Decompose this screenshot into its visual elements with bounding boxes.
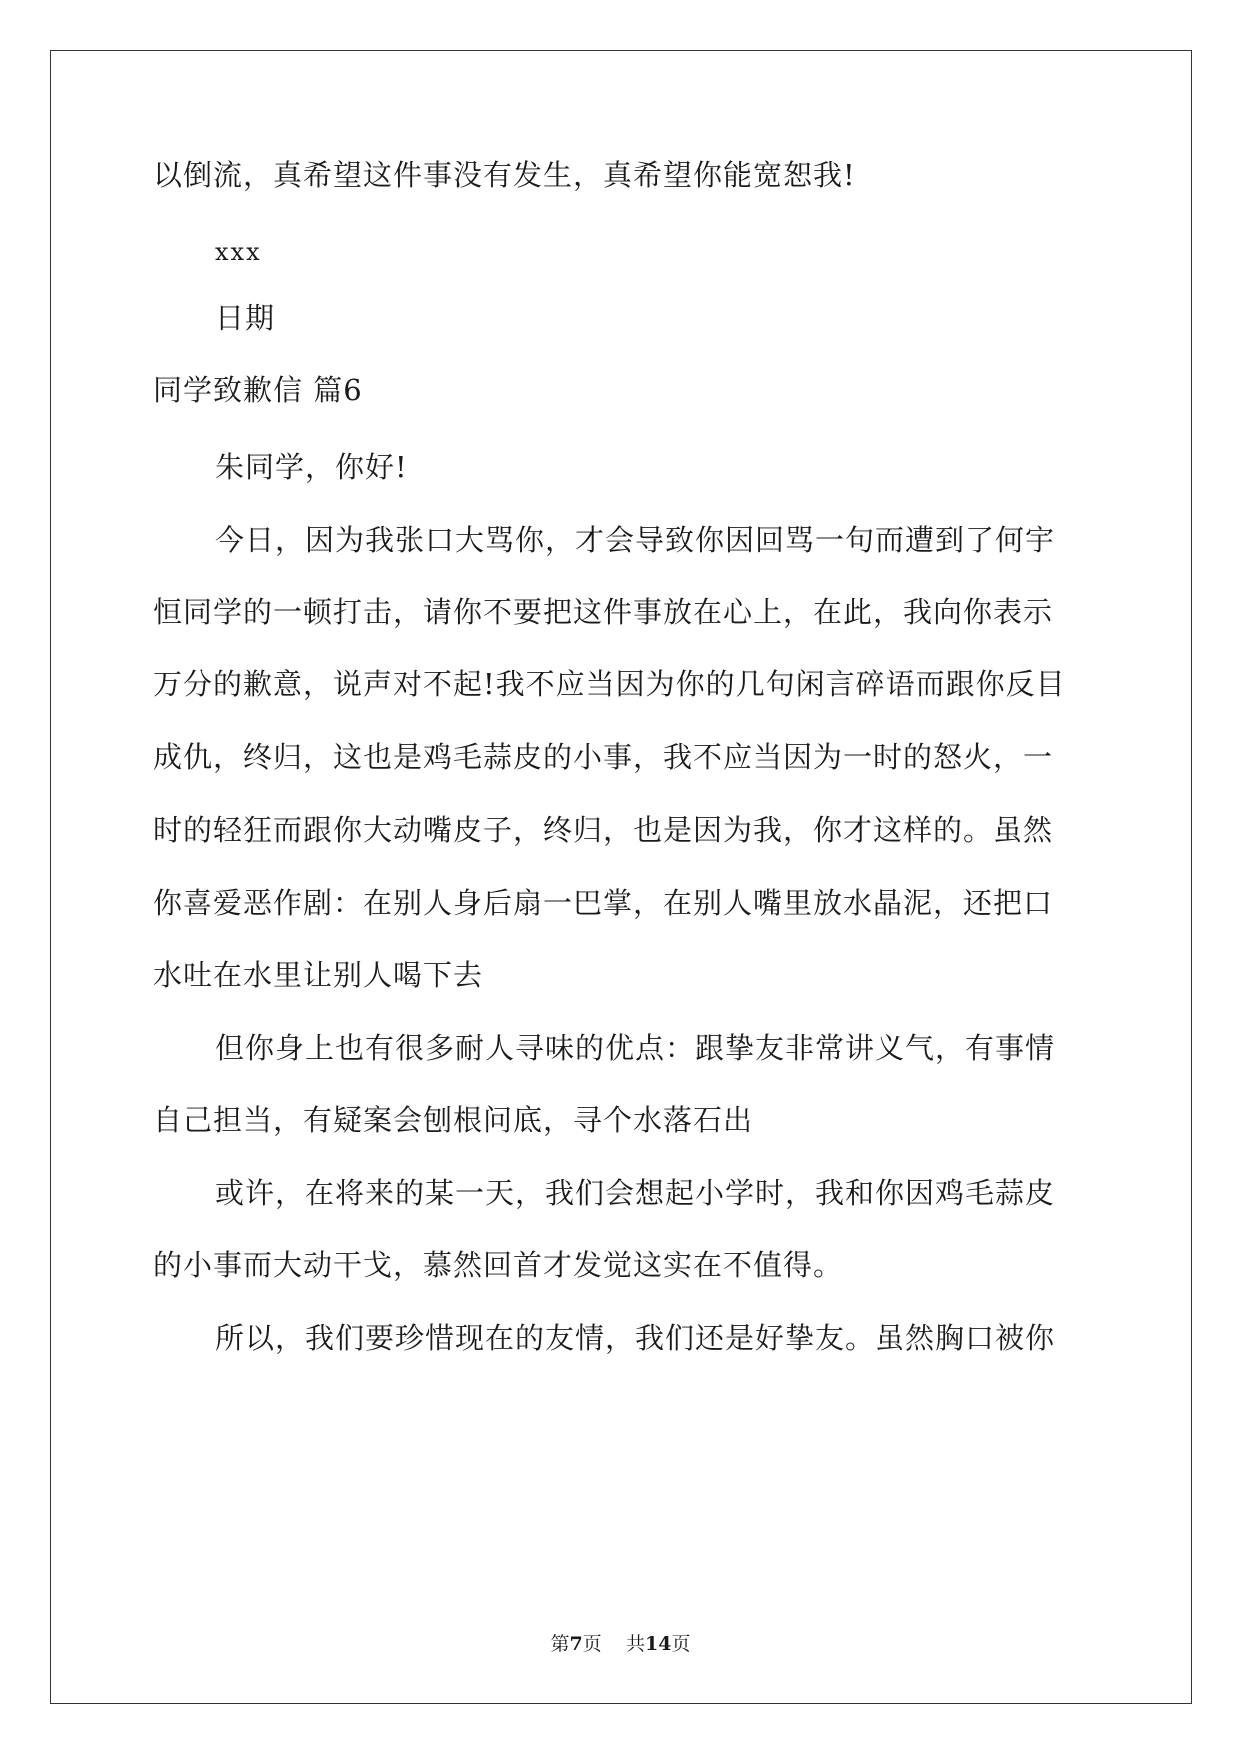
footer-total-prefix: 共 [625, 1633, 645, 1655]
text-line: 或许，在将来的某一天，我们会想起小学时，我和你因鸡毛蒜皮 [215, 1176, 1056, 1210]
signature-name: xxx [215, 238, 262, 266]
text-line: 恒同学的一顿打击，请你不要把这件事放在心上，在此，我向你表示 [153, 595, 1054, 629]
current-page-number: 7 [569, 1633, 583, 1655]
text-line: 时的轻狂而跟你大动嘴皮子，终归，也是因为我，你才这样的。虽然 [153, 813, 1054, 847]
text-line: 所以，我们要珍惜现在的友情，我们还是好挚友。虽然胸口被你 [215, 1321, 1056, 1355]
footer-page-suffix: 页 [582, 1633, 602, 1655]
text-line: 的小事而大动干戈，慕然回首才发觉这实在不值得。 [153, 1248, 844, 1282]
text-line: 今日，因为我张口大骂你，才会导致你因回骂一句而遭到了何宇 [215, 523, 1056, 557]
text-line: 成仇，终归，这也是鸡毛蒜皮的小事，我不应当因为一时的怒火，一 [153, 740, 1054, 774]
signature-date: 日期 [215, 301, 276, 335]
text-line: 万分的歉意，说声对不起!我不应当因为你的几句闲言碎语而跟你反目 [153, 667, 1066, 701]
total-page-count: 14 [644, 1633, 672, 1655]
text-line: 以倒流，真希望这件事没有发生，真希望你能宽恕我! [153, 158, 856, 192]
text-line: 水吐在水里让别人喝下去 [153, 958, 484, 992]
page-footer [0, 1632, 1241, 1656]
footer-prefix: 第 [550, 1633, 570, 1655]
salutation: 朱同学，你好! [215, 450, 408, 484]
footer-total-suffix: 页 [671, 1633, 691, 1655]
text-line: 自己担当，有疑案会刨根问底，寻个水落石出 [153, 1103, 754, 1137]
text-line: 但你身上也有很多耐人寻味的优点：跟挚友非常讲义气，有事情 [215, 1031, 1056, 1065]
section-heading: 同学致歉信 篇6 [153, 373, 363, 407]
text-line: 你喜爱恶作剧：在别人身后扇一巴掌，在别人嘴里放水晶泥，还把口 [153, 886, 1054, 920]
